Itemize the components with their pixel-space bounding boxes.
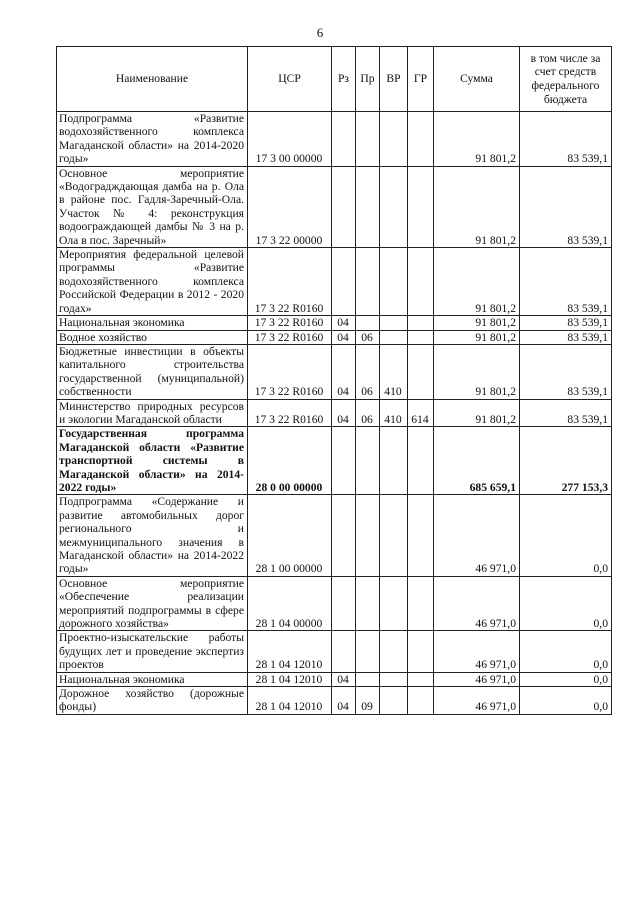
cell-rz: 04 <box>332 344 356 399</box>
cell-sum: 685 659,1 <box>434 427 520 495</box>
cell-csr: 17 3 22 R0160 <box>248 248 332 316</box>
table-row <box>57 344 612 399</box>
header-vr: ВР <box>380 47 408 112</box>
cell-name: Водное хозяйство <box>57 330 248 344</box>
cell-gr <box>408 687 434 715</box>
cell-rz <box>332 166 356 247</box>
cell-vr <box>380 330 408 344</box>
cell-gr: 614 <box>408 399 434 427</box>
cell-federal: 83 539,1 <box>520 344 612 399</box>
cell-sum: 91 801,2 <box>434 330 520 344</box>
cell-vr <box>380 631 408 672</box>
cell-csr: 17 3 22 00000 <box>248 166 332 247</box>
table-row <box>57 166 612 247</box>
cell-pr <box>356 166 380 247</box>
header-pr: Пр <box>356 47 380 112</box>
cell-federal: 0,0 <box>520 576 612 631</box>
cell-gr <box>408 316 434 330</box>
cell-name: Основное мероприятие «Водоградждающая дамба на р. Ола в районе пос. Гадля-Заречный-Ола. Участок № 4: реконструкция водоограждающей дамбы № 3 на р. Ола в пос. Заречный» <box>57 166 248 247</box>
cell-csr: 28 1 04 12010 <box>248 687 332 715</box>
cell-pr <box>356 248 380 316</box>
cell-name: Министерство природных ресурсов и экологии Магаданской области <box>57 399 248 427</box>
table-row <box>57 427 612 495</box>
cell-federal: 0,0 <box>520 495 612 576</box>
cell-federal: 83 539,1 <box>520 248 612 316</box>
cell-vr <box>380 672 408 686</box>
budget-table <box>56 46 612 715</box>
cell-vr <box>380 495 408 576</box>
cell-csr: 17 3 22 R0160 <box>248 399 332 427</box>
cell-rz <box>332 576 356 631</box>
table-row <box>57 672 612 686</box>
cell-sum: 46 971,0 <box>434 672 520 686</box>
cell-csr: 17 3 22 R0160 <box>248 344 332 399</box>
header-federal: в том числе за счет средств федерального бюджета <box>520 47 612 112</box>
cell-sum: 91 801,2 <box>434 248 520 316</box>
cell-pr <box>356 112 380 167</box>
cell-csr: 28 1 00 00000 <box>248 495 332 576</box>
cell-federal: 0,0 <box>520 672 612 686</box>
cell-vr <box>380 687 408 715</box>
cell-sum: 46 971,0 <box>434 495 520 576</box>
cell-name: Подпрограмма «Содержание и развитие автомобильных дорог регионального и межмуниципального значения в Магаданской области» на 2014-2022 годы» <box>57 495 248 576</box>
header-name: Наименование <box>57 47 248 112</box>
cell-sum: 46 971,0 <box>434 631 520 672</box>
cell-pr: 06 <box>356 344 380 399</box>
cell-federal: 0,0 <box>520 631 612 672</box>
cell-csr: 28 0 00 00000 <box>248 427 332 495</box>
cell-name: Мероприятия федеральной целевой программы «Развитие водохозяйственного комплекса Российской Федерации в 2012 - 2020 годах» <box>57 248 248 316</box>
cell-rz: 04 <box>332 316 356 330</box>
table-row <box>57 631 612 672</box>
cell-rz: 04 <box>332 687 356 715</box>
cell-name: Проектно-изыскательские работы будущих лет и проведение экспертиз проектов <box>57 631 248 672</box>
cell-gr <box>408 427 434 495</box>
cell-federal: 83 539,1 <box>520 330 612 344</box>
cell-federal: 83 539,1 <box>520 399 612 427</box>
cell-pr <box>356 427 380 495</box>
cell-vr <box>380 166 408 247</box>
cell-federal: 277 153,3 <box>520 427 612 495</box>
cell-sum: 91 801,2 <box>434 399 520 427</box>
cell-sum: 46 971,0 <box>434 576 520 631</box>
table-row <box>57 576 612 631</box>
cell-sum: 91 801,2 <box>434 166 520 247</box>
cell-sum: 91 801,2 <box>434 344 520 399</box>
cell-name: Основное мероприятие «Обеспечение реализации мероприятий подпрограммы в сфере дорожного хозяйства» <box>57 576 248 631</box>
cell-vr: 410 <box>380 399 408 427</box>
cell-gr <box>408 672 434 686</box>
cell-gr <box>408 495 434 576</box>
cell-pr: 09 <box>356 687 380 715</box>
cell-vr <box>380 112 408 167</box>
table-row <box>57 399 612 427</box>
table-header-row <box>57 47 612 112</box>
header-sum: Сумма <box>434 47 520 112</box>
table-row <box>57 330 612 344</box>
cell-sum: 91 801,2 <box>434 316 520 330</box>
header-csr: ЦСР <box>248 47 332 112</box>
table-row <box>57 687 612 715</box>
cell-csr: 28 1 04 12010 <box>248 631 332 672</box>
cell-pr: 06 <box>356 330 380 344</box>
cell-federal: 83 539,1 <box>520 316 612 330</box>
cell-federal: 83 539,1 <box>520 166 612 247</box>
cell-rz <box>332 631 356 672</box>
header-gr: ГР <box>408 47 434 112</box>
cell-vr <box>380 576 408 631</box>
cell-pr: 06 <box>356 399 380 427</box>
table-body <box>57 112 612 715</box>
cell-pr <box>356 316 380 330</box>
cell-gr <box>408 330 434 344</box>
cell-csr: 28 1 04 00000 <box>248 576 332 631</box>
page-number: 6 <box>316 25 324 40</box>
cell-gr <box>408 344 434 399</box>
cell-vr <box>380 427 408 495</box>
cell-sum: 46 971,0 <box>434 687 520 715</box>
table-row <box>57 495 612 576</box>
cell-gr <box>408 576 434 631</box>
cell-federal: 83 539,1 <box>520 112 612 167</box>
cell-name: Национальная экономика <box>57 672 248 686</box>
cell-rz: 04 <box>332 330 356 344</box>
cell-gr <box>408 112 434 167</box>
cell-pr <box>356 631 380 672</box>
cell-gr <box>408 248 434 316</box>
cell-federal: 0,0 <box>520 687 612 715</box>
cell-pr <box>356 576 380 631</box>
header-rz: Рз <box>332 47 356 112</box>
table-row <box>57 112 612 167</box>
cell-csr: 17 3 00 00000 <box>248 112 332 167</box>
cell-pr <box>356 672 380 686</box>
cell-gr <box>408 631 434 672</box>
cell-gr <box>408 166 434 247</box>
cell-sum: 91 801,2 <box>434 112 520 167</box>
cell-name: Национальная экономика <box>57 316 248 330</box>
cell-vr: 410 <box>380 344 408 399</box>
cell-rz <box>332 495 356 576</box>
cell-rz <box>332 248 356 316</box>
cell-rz: 04 <box>332 399 356 427</box>
cell-name: Дорожное хозяйство (дорожные фонды) <box>57 687 248 715</box>
cell-name: Подпрограмма «Развитие водохозяйственного комплекса Магаданской области» на 2014-2020 годы» <box>57 112 248 167</box>
cell-pr <box>356 495 380 576</box>
cell-rz <box>332 427 356 495</box>
cell-vr <box>380 316 408 330</box>
cell-name: Государственная программа Магаданской области «Развитие транспортной системы в Магаданской области» на 2014-2022 годы» <box>57 427 248 495</box>
cell-vr <box>380 248 408 316</box>
cell-rz <box>332 112 356 167</box>
cell-csr: 17 3 22 R0160 <box>248 330 332 344</box>
table-row <box>57 316 612 330</box>
cell-rz: 04 <box>332 672 356 686</box>
table-row <box>57 248 612 316</box>
cell-csr: 28 1 04 12010 <box>248 672 332 686</box>
cell-name: Бюджетные инвестиции в объекты капитального строительства государственной (муниципальной) собственности <box>57 344 248 399</box>
cell-csr: 17 3 22 R0160 <box>248 316 332 330</box>
